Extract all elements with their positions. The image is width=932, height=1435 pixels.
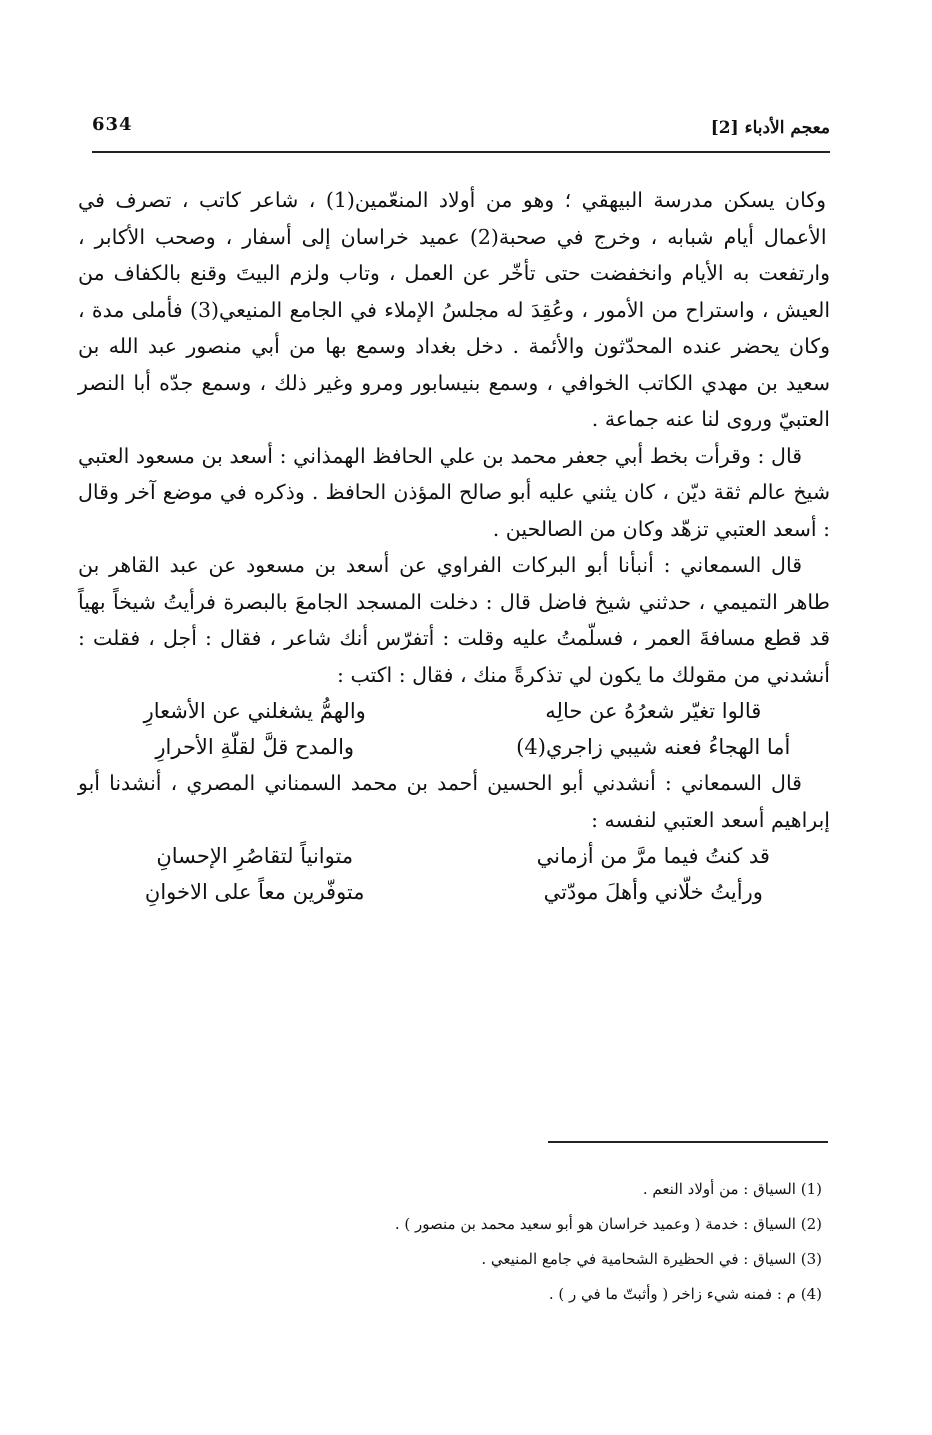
text-line: ذلك ، وسمع جدّه أبا النصر العتبيّ وروى لنا عنه جماعة .	[78, 370, 830, 431]
text-line: منصور عبد الله بن سعيد بن مهدي الكاتب الخوافي ، وسمع بنيسابور ومرو وغير	[78, 334, 830, 395]
main-text	[78, 182, 830, 910]
verse-second-hemistich: والهمُّ يشغلني عن الأشعارِ	[143, 699, 366, 723]
text-line: من العيش ، واستراح من الأمور ، وعُقِدَ له مجلسُ الإملاء في الجامع المنيعي(3)	[78, 261, 831, 322]
paragraph-1	[78, 182, 830, 438]
page-header	[92, 112, 830, 146]
header-rule	[92, 151, 830, 153]
text-line: قال : وقرأت بخط أبي جعفر محمد بن علي الحافظ الهمذاني : أسعد بن	[194, 443, 802, 468]
text-line: شاعر ، فقال : أجل ، فقلت : أنشدني من مقولك ما يكون لي تذكرةً منك ، فقال :	[78, 626, 830, 687]
verse-line	[78, 729, 830, 765]
verse-second-hemistich: متوفّرين معاً على الاخوانِ	[144, 880, 365, 904]
verse-first-hemistich: قالوا تغيّر شعرُهُ عن حالِه	[545, 699, 762, 723]
paragraph-4	[78, 765, 830, 838]
page-number: 634	[92, 114, 133, 135]
text-line: أنشدنا أبو إبراهيم أسعد العتبي لنفسه :	[78, 771, 830, 832]
footnote-1: (1) السياق : من أولاد النعم .	[642, 1180, 822, 1198]
footnote-3: (3) السياق : في الحظيرة الشحامية في جامع المنيعي .	[481, 1250, 822, 1268]
text-line: الأعمال أيام شبابه ، وخرج في صحبة(2) عميد خراسان إلى أسفار ، وصحب الأكابر ،	[78, 224, 827, 249]
footnote-2: (2) السياق : خدمة ( وعميد خراسان هو أبو سعيد محمد بن منصور ) .	[394, 1215, 822, 1233]
text-line: اكتب :	[337, 662, 393, 687]
text-line: وكان يسكن مدرسة البيهقي ؛ وهو من أولاد المنعّمين(1) ، شاعر كاتب ، تصرف في	[78, 188, 827, 212]
book-title: معجم الأدباء [2]	[710, 118, 830, 138]
text-line: وارتفعت به الأيام وانخفضت حتى تأخّر عن العمل ، وتاب ولزم البيتَ وقنع بالكفاف	[104, 261, 830, 285]
text-line: قال السمعاني : أنشدني أبو الحسين أحمد بن محمد السمناني المصري ،	[161, 771, 802, 795]
footnote-4: (4) م : فمنه شيء زاخر ( وأثبتّ ما في ر ) .	[548, 1285, 822, 1303]
verse-line	[78, 693, 830, 729]
verse-first-hemistich: قد كنتُ فيما مرَّ من أزماني	[536, 844, 770, 868]
verse-second-hemistich: متوانياً لتقاصُرِ الإحسانِ	[156, 844, 354, 868]
text-line: في موضع آخر وقال : أسعد العتبي تزهّد وكان من الصالحين .	[78, 480, 830, 541]
verse-second-hemistich: والمدح قلَّ لقلّةِ الأحرارِ	[155, 735, 355, 759]
text-line: بالبصرة فرأيتُ شيخاً بهياً قد قطع مسافةَ العمر ، فسلّمتُ عليه وقلت : أتفرّس أنك	[78, 589, 830, 650]
verse-line	[78, 874, 830, 910]
text-line: مسعود العتبي شيخ عالم ثقة ديّن ، كان يثني عليه أبو صالح المؤذن الحافظ . وذكره	[78, 443, 830, 504]
text-line: فأملى مدة ، وكان يحضر عنده المحدّثون والأئمة . دخل بغداد وسمع بها من أبي	[78, 297, 830, 358]
paragraph-2	[78, 438, 830, 548]
paragraph-3	[78, 547, 830, 693]
text-line: قال السمعاني : أنبأنا أبو البركات الفراوي عن أسعد بن مسعود عن	[198, 553, 802, 577]
verse-first-hemistich: أما الهجاءُ فعنه شيبي زاجري(4)	[516, 735, 791, 759]
verse-line	[78, 838, 830, 874]
footnote-rule	[548, 1141, 828, 1143]
footnotes	[92, 1172, 822, 1312]
verse-first-hemistich: ورأيتُ خلّاني وأهلَ مودّتي	[543, 880, 763, 904]
text-line: عبد القاهر بن طاهر التميمي ، حدثني شيخ فاضل قال : دخلت المسجد الجامعَ	[78, 553, 830, 614]
